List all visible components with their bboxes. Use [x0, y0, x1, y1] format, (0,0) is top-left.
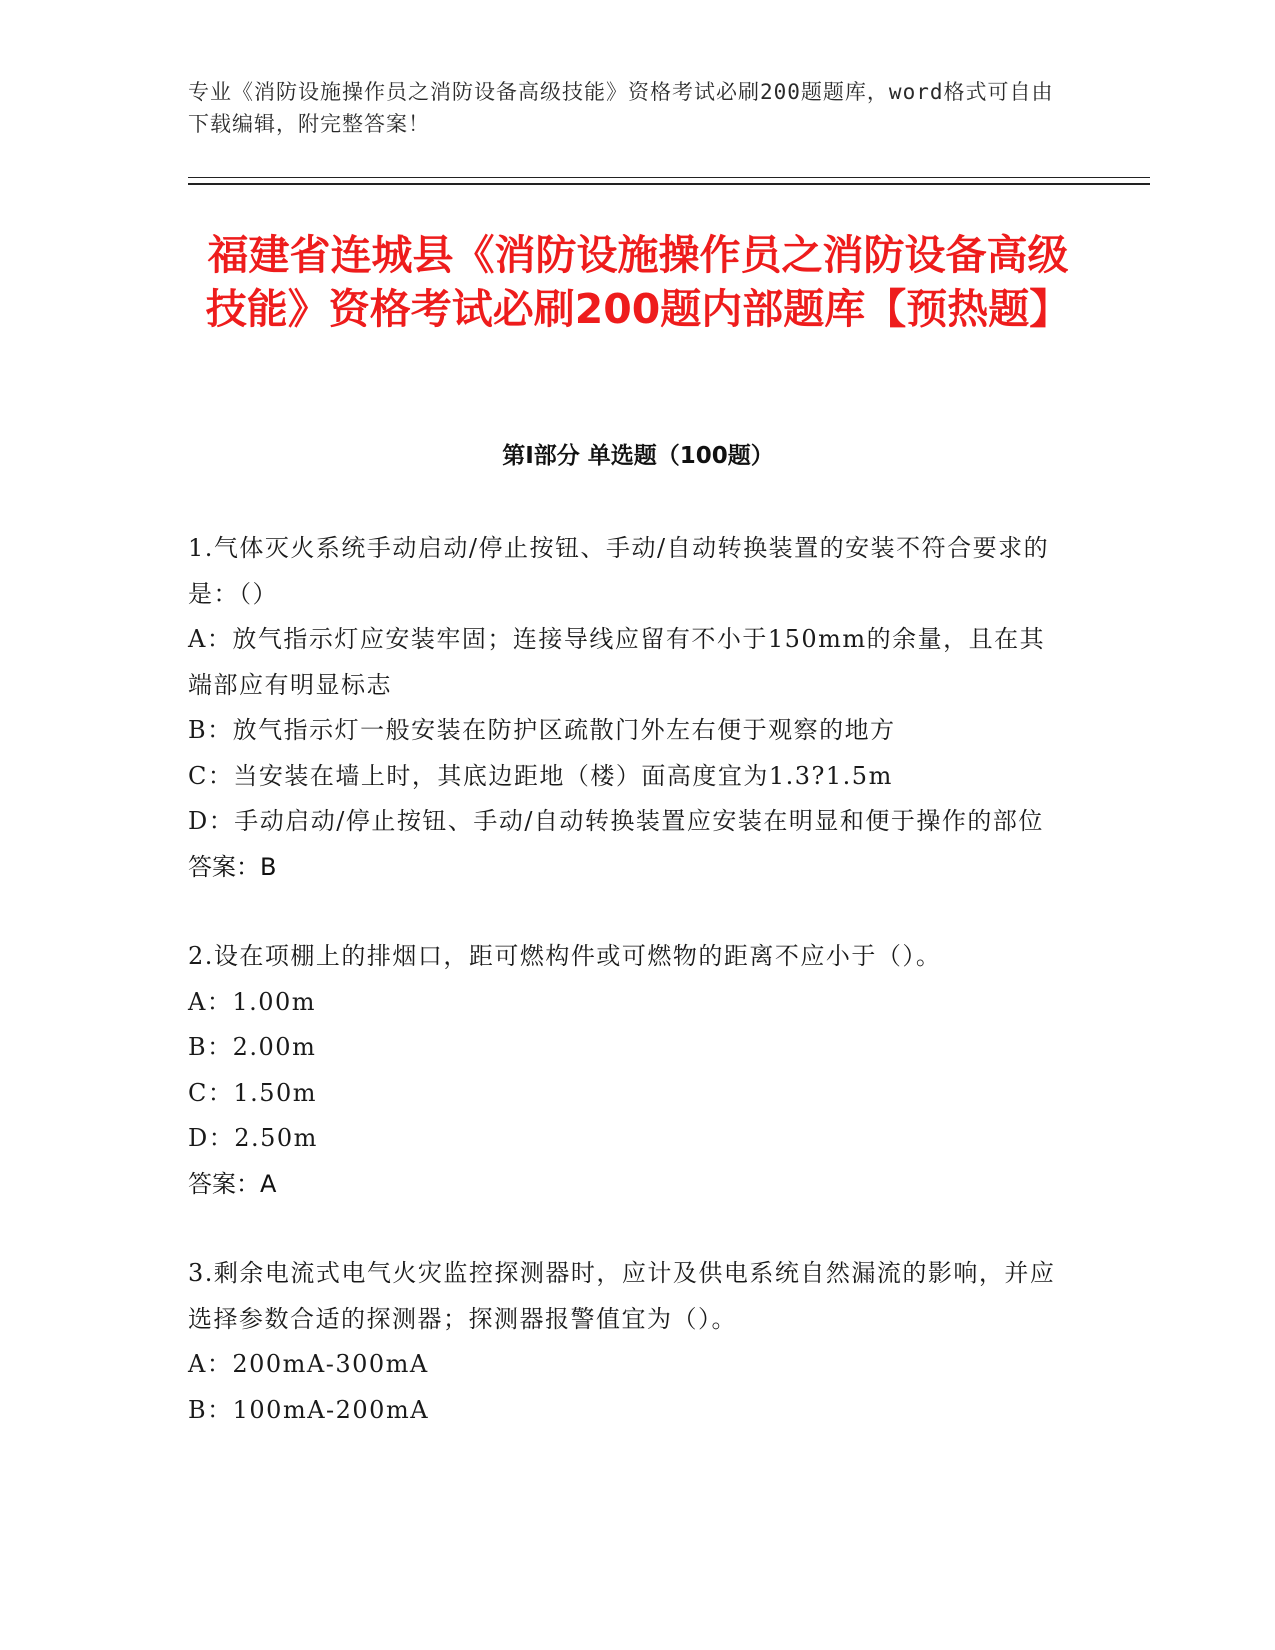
option-a: A：放气指示灯应安装牢固；连接导线应留有不小于150mm的余量，且在其端部应有明显标志	[188, 625, 1046, 699]
option-d: D：手动启动/停止按钮、手动/自动转换装置应安装在明显和便于操作的部位	[188, 807, 1044, 835]
question-stem: 1.气体灭火系统手动启动/停止按钮、手动/自动转换装置的安装不符合要求的是：（）	[188, 534, 1050, 608]
option-c: C：当安装在墙上时，其底边距地（楼）面高度宜为1.3?1.5m	[188, 761, 893, 790]
question-list	[188, 526, 1068, 1477]
answer-value: B	[260, 852, 277, 881]
option-b: B：放气指示灯一般安装在防护区疏散门外左右便于观察的地方	[188, 716, 896, 744]
question-1	[188, 526, 1068, 890]
section-title: 第I部分 单选题（100题）	[502, 443, 774, 469]
option-c: C：1.50m	[188, 1078, 318, 1107]
answer-label: 答案：	[188, 852, 260, 881]
question-stem: 2.设在项棚上的排烟口，距可燃构件或可燃物的距离不应小于（）。	[188, 942, 942, 970]
answer-line	[188, 845, 1068, 891]
option-b: B：2.00m	[188, 1033, 317, 1061]
question-2	[188, 934, 1068, 1207]
answer-line	[188, 1162, 1068, 1208]
question-3	[188, 1251, 1068, 1433]
question-stem: 3.剩余电流式电气火灾监控探测器时，应计及供电系统自然漏流的影响，并应选择参数合适的探测器；探测器报警值宜为（）。	[188, 1259, 1056, 1333]
answer-label: 答案：	[188, 1169, 260, 1198]
option-a: A：1.00m	[188, 987, 317, 1016]
document-title: 福建省连城县《消防设施操作员之消防设备高级技能》资格考试必刷200题内部题库【预热题】	[205, 231, 1071, 333]
answer-value: A	[260, 1169, 277, 1198]
option-b: B：100mA-200mA	[188, 1395, 430, 1424]
header-divider-thick	[188, 183, 1150, 185]
header-note: 专业《消防设施操作员之消防设备高级技能》资格考试必刷200题题库，word格式可自由下载编辑，附完整答案！	[188, 80, 1054, 136]
header-divider-thin	[188, 177, 1150, 178]
option-a: A：200mA-300mA	[188, 1350, 429, 1378]
option-d: D：2.50m	[188, 1124, 318, 1152]
